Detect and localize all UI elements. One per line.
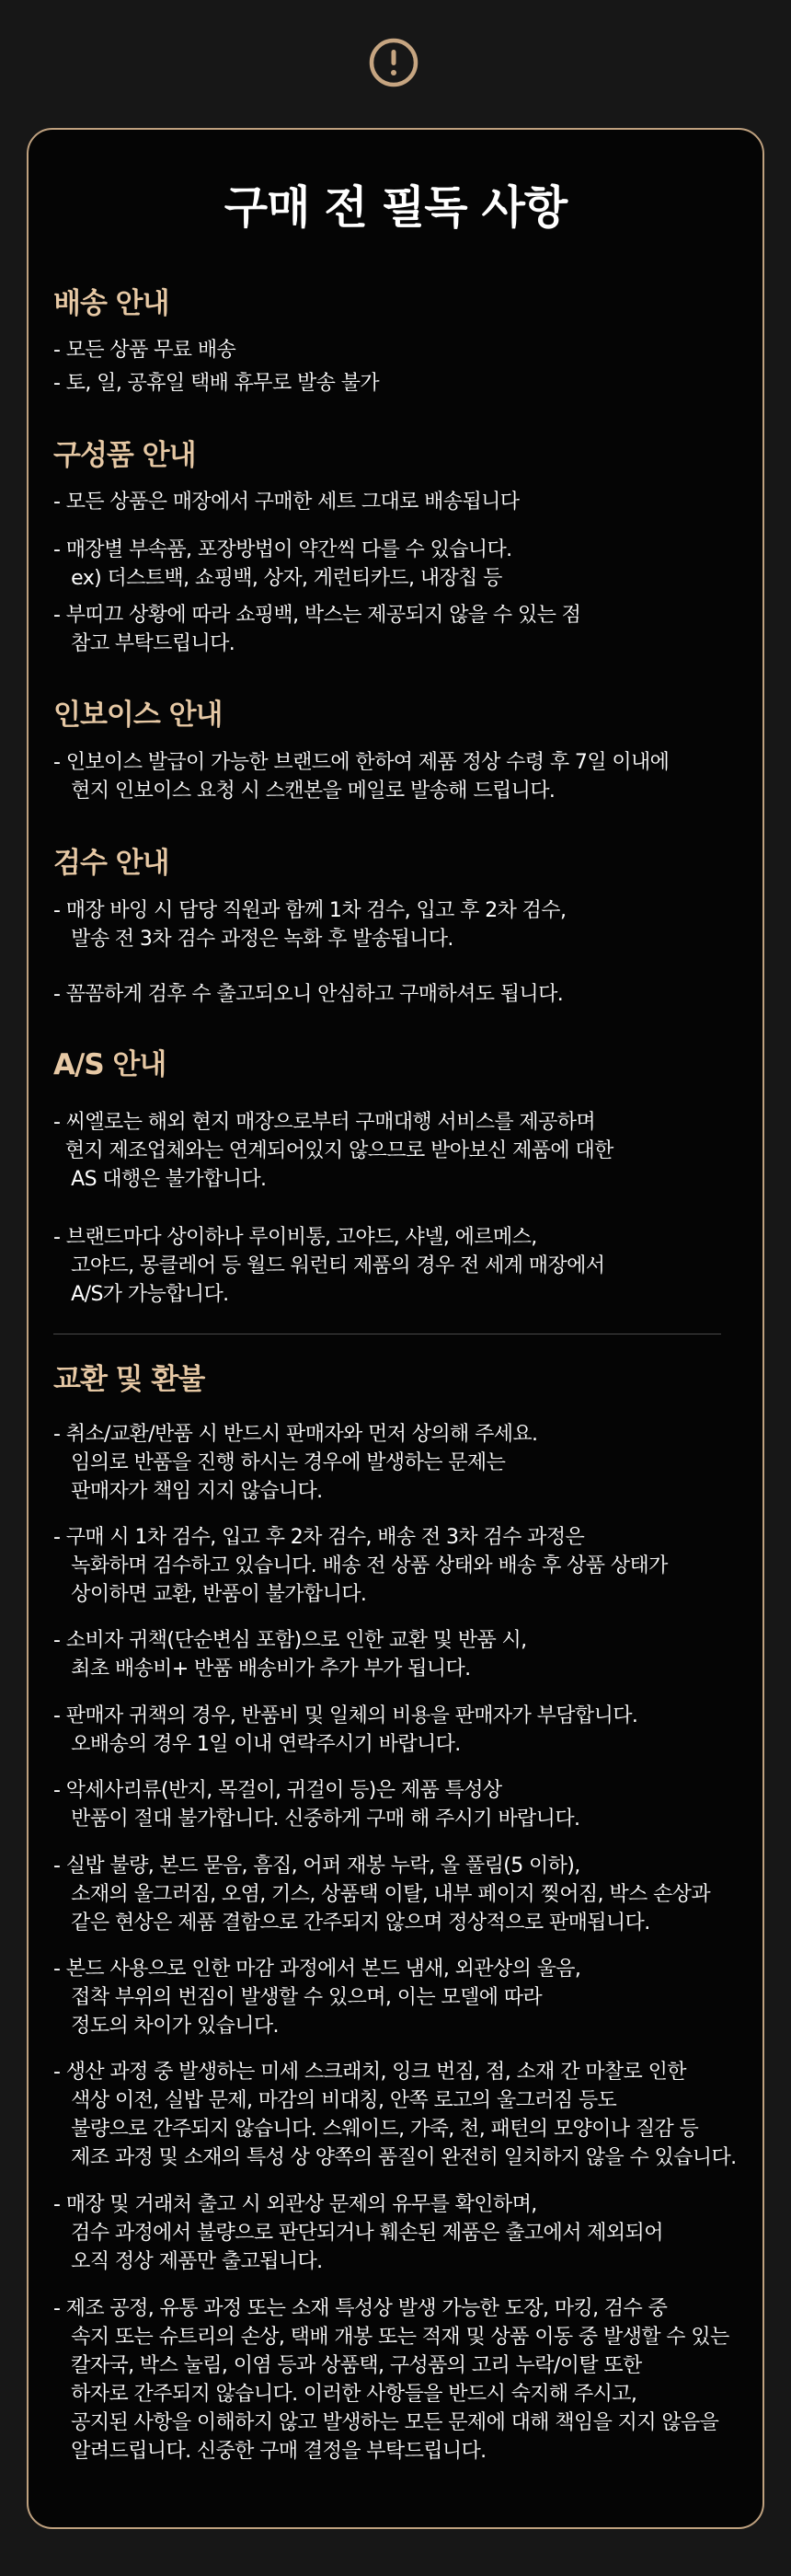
list-item: - 부띠끄 상황에 따라 쇼핑백, 박스는 제공되지 않을 수 있는 점 참고 부탁드립니다. [53,604,581,655]
list-item: - 모든 상품은 매장에서 구매한 세트 그대로 배송됩니다 [53,491,520,514]
section-title-shipping: 배송 안내 [53,287,169,320]
list-item: - 인보이스 발급이 가능한 브랜드에 한하여 제품 정상 수령 후 7일 이내에 현지 인보이스 요청 시 스캔본을 메일로 발송해 드립니다. [53,751,670,803]
list-item: - 실밥 불량, 본드 묻음, 흠집, 어퍼 재봉 누락, 올 풀림(5 이하), 소재의 울그러짐, 오염, 기스, 상품택 이탈, 내부 페이지 찢어짐, 박스 손상과 같은 현상은 제품 결함으로 간주되지 않으며 정상적으로 판매됩니다. [53,1854,710,1935]
list-item: - 매장별 부속품, 포장방법이 약간씩 다를 수 있습니다. ex) 더스트백, 쇼핑백, 상자, 게런티카드, 내장칩 등 [53,538,512,590]
list-item: - 악세사리류(반지, 목걸이, 귀걸이 등)은 제품 특성상 반품이 절대 불가합니다. 신중하게 구매 해 주시기 바랍니다. [53,1779,580,1831]
list-item: - 취소/교환/반품 시 반드시 판매자와 먼저 상의해 주세요. 임의로 반품을 진행 하시는 경우에 발생하는 문제는 판매자가 책임 지지 않습니다. [53,1423,538,1503]
list-item: - 본드 사용으로 인한 마감 과정에서 본드 냄새, 외관상의 울음, 접착 부위의 번짐이 발생할 수 있으며, 이는 모델에 따라 정도의 차이가 있습니다. [53,1958,581,2038]
list-item: - 꼼꼼하게 검후 수 출고되오니 안심하고 구매하셔도 됩니다. [53,983,564,1006]
section-title-as: A/S 안내 [53,1048,166,1081]
section-title-refund: 교환 및 환불 [53,1363,205,1396]
list-item: - 소비자 귀책(단순변심 포함)으로 인한 교환 및 반품 시, 최초 배송비+ 반품 배송비가 추가 부가 됩니다. [53,1629,527,1681]
list-item: - 브랜드마다 상이하나 루이비통, 고야드, 샤넬, 에르메스, 고야드, 몽클레어 등 월드 워런티 제품의 경우 전 세계 매장에서 A/S가 가능합니다. [53,1226,605,1306]
page-title: 구매 전 필독 사항 [224,181,567,234]
list-item: - 매장 바잉 시 담당 직원과 함께 1차 검수, 입고 후 2차 검수, 발송 전 3차 검수 과정은 녹화 후 발송됩니다. [53,899,567,951]
list-item: - 매장 및 거래처 출고 시 외관상 문제의 유무를 확인하며, 검수 과정에서 불량으로 판단되거나 훼손된 제품은 출고에서 제외되어 오직 정상 제품만 출고됩니다. [53,2193,663,2273]
section-title-inspection: 검수 안내 [53,847,169,880]
section-title-components: 구성품 안내 [53,439,196,472]
list-item: - 판매자 귀책의 경우, 반품비 및 일체의 비용을 판매자가 부담합니다. 오배송의 경우 1일 이내 연락주시기 바랍니다. [53,1704,638,1756]
list-item: - 토, 일, 공휴일 택배 휴무로 발송 불가 [53,372,380,395]
list-item: - 제조 공정, 유통 과정 또는 소재 특성상 발생 가능한 도장, 마킹, 검수 중 속지 또는 슈트리의 손상, 택배 개봉 또는 적재 및 상품 이동 중 발생할 수 있는 칼자국, 박스 눌림, 이염 등과 상품택, 구성품의 고리 누락/이탈 또한 하자로 간주되지 않습니다. 이러한 사항들을 반드시 숙지해 주시고, 공지된 사항을 이해하지 않고 발생하는 모든 문제에 대해 책임을 지지 않음을 알려드립니다. 신중한 구매 결정을 부탁드립니다. [53,2297,729,2463]
list-item: - 구매 시 1차 검수, 입고 후 2차 검수, 배송 전 3차 검수 과정은 녹화하며 검수하고 있습니다. 배송 전 상품 상태와 배송 후 상품 상태가 상이하면 교환, 반품이 불가합니다. [53,1526,668,1606]
exclamation-circle-icon [368,37,419,88]
notice-card [27,128,764,2529]
list-item: - 씨엘로는 해외 현지 매장으로부터 구매대행 서비스를 제공하며 현지 제조업체와는 연계되어있지 않으므로 받아보신 제품에 대한 AS 대행은 불가합니다. [53,1111,613,1191]
list-item: - 생산 과정 중 발생하는 미세 스크래치, 잉크 번짐, 점, 소재 간 마찰로 인한 색상 이전, 실밥 문제, 마감의 비대칭, 안쪽 로고의 울그러짐 등도 불량으로 간주되지 않습니다. 스웨이드, 가죽, 천, 패턴의 모양이나 질감 등 제조 과정 및 소재의 특성 상 양쪽의 품질이 완전히 일치하지 않을 수 있습니다. [53,2061,737,2169]
section-title-invoice: 인보이스 안내 [53,699,223,732]
list-item: - 모든 상품 무료 배송 [53,339,236,362]
